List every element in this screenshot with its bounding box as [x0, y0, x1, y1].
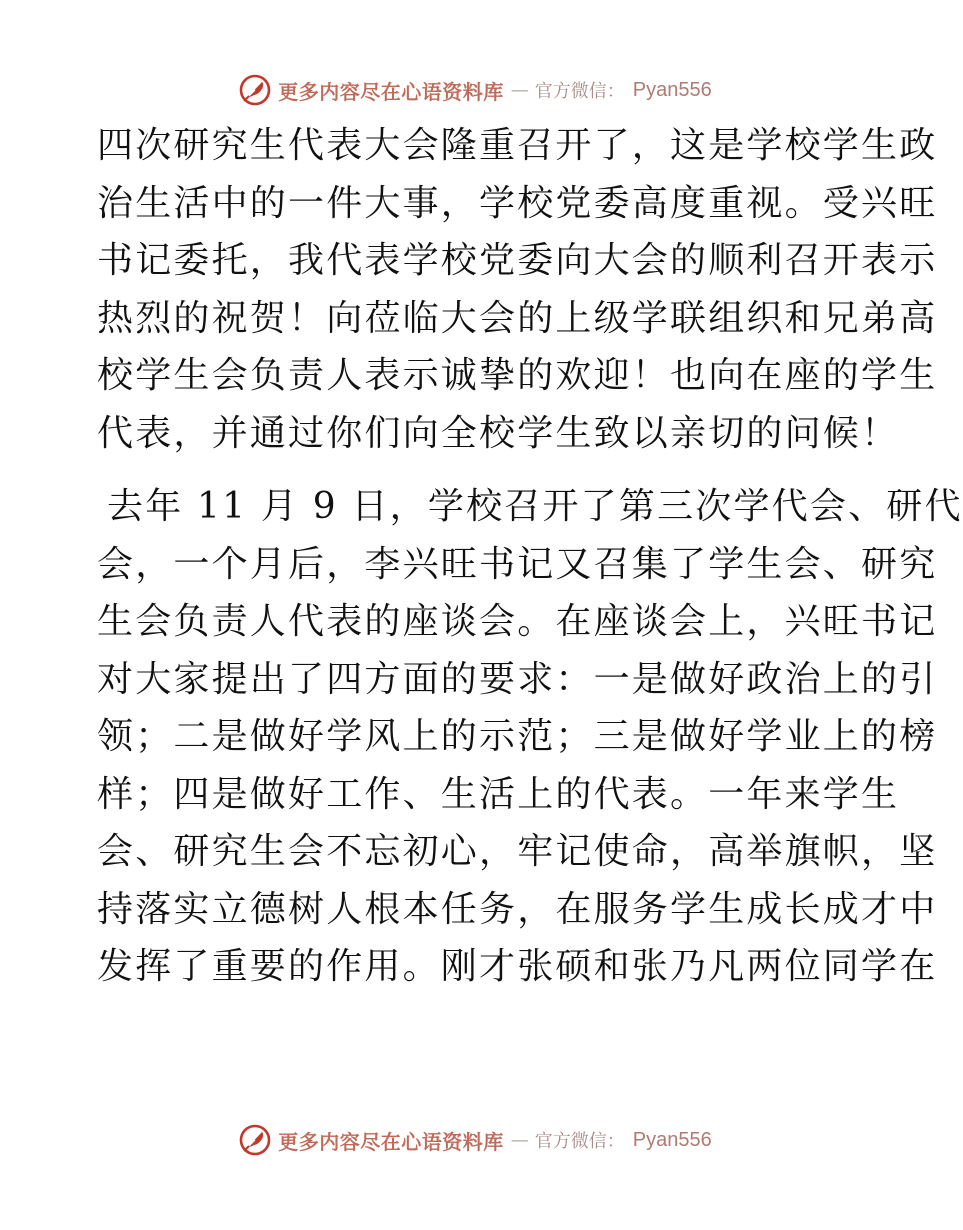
- text-line: 对大家提出了四方面的要求：一是做好政治上的引: [97, 658, 938, 700]
- text-line: 会，一个月后，李兴旺书记又召集了学生会、研究: [97, 543, 938, 585]
- footer-banner: [0, 1120, 950, 1160]
- text-line: 领；二是做好学风上的示范；三是做好学业上的榜: [97, 716, 938, 757]
- text-line: 热烈的祝贺！向莅临大会的上级学联组织和兄弟高: [97, 297, 938, 339]
- header-banner: [0, 70, 950, 110]
- banner-wechat-id: Pyan556: [632, 1128, 712, 1151]
- text-line: 校学生会负责人表示诚挚的欢迎！也向在座的学生: [97, 355, 938, 396]
- banner-wechat-label: 官方微信：: [534, 81, 625, 102]
- text-line: 四次研究生代表大会隆重召开了，这是学校学生政: [97, 125, 938, 166]
- document-body: [97, 117, 963, 996]
- banner-dash: —: [510, 1129, 529, 1151]
- text-line: 代表，并通过你们向全校学生致以亲切的问候！: [97, 412, 900, 454]
- text-line: 治生活中的一件大事，学校党委高度重视。受兴旺: [97, 182, 938, 224]
- banner-dash: —: [510, 79, 529, 101]
- banner-main-text: 更多内容尽在心语资料库: [278, 1129, 504, 1154]
- banner-wechat-id: Pyan556: [632, 78, 712, 101]
- text-line: 生会负责人代表的座谈会。在座谈会上，兴旺书记: [97, 601, 938, 642]
- text-line: 会、研究生会不忘初心，牢记使命，高举旗帜，坚: [97, 831, 938, 872]
- text-line: 样；四是做好工作、生活上的代表。一年来学生: [97, 773, 900, 815]
- paragraph: [97, 478, 963, 996]
- text-line: 去年 11 月 9 日，学校召开了第三次学代会、研代: [107, 486, 963, 527]
- banner-main-text: 更多内容尽在心语资料库: [278, 79, 504, 104]
- text-line: 持落实立德树人根本任务，在服务学生成长成才中: [97, 888, 938, 930]
- banner-wechat-label: 官方微信：: [534, 1131, 625, 1152]
- text-line: 书记委托，我代表学校党委向大会的顺利召开表示: [97, 240, 938, 281]
- feather-pen-icon: [238, 73, 272, 107]
- text-line: 发挥了重要的作用。刚才张硕和张乃凡两位同学在: [97, 946, 938, 987]
- paragraph: [97, 117, 938, 462]
- feather-pen-icon: [238, 1123, 272, 1157]
